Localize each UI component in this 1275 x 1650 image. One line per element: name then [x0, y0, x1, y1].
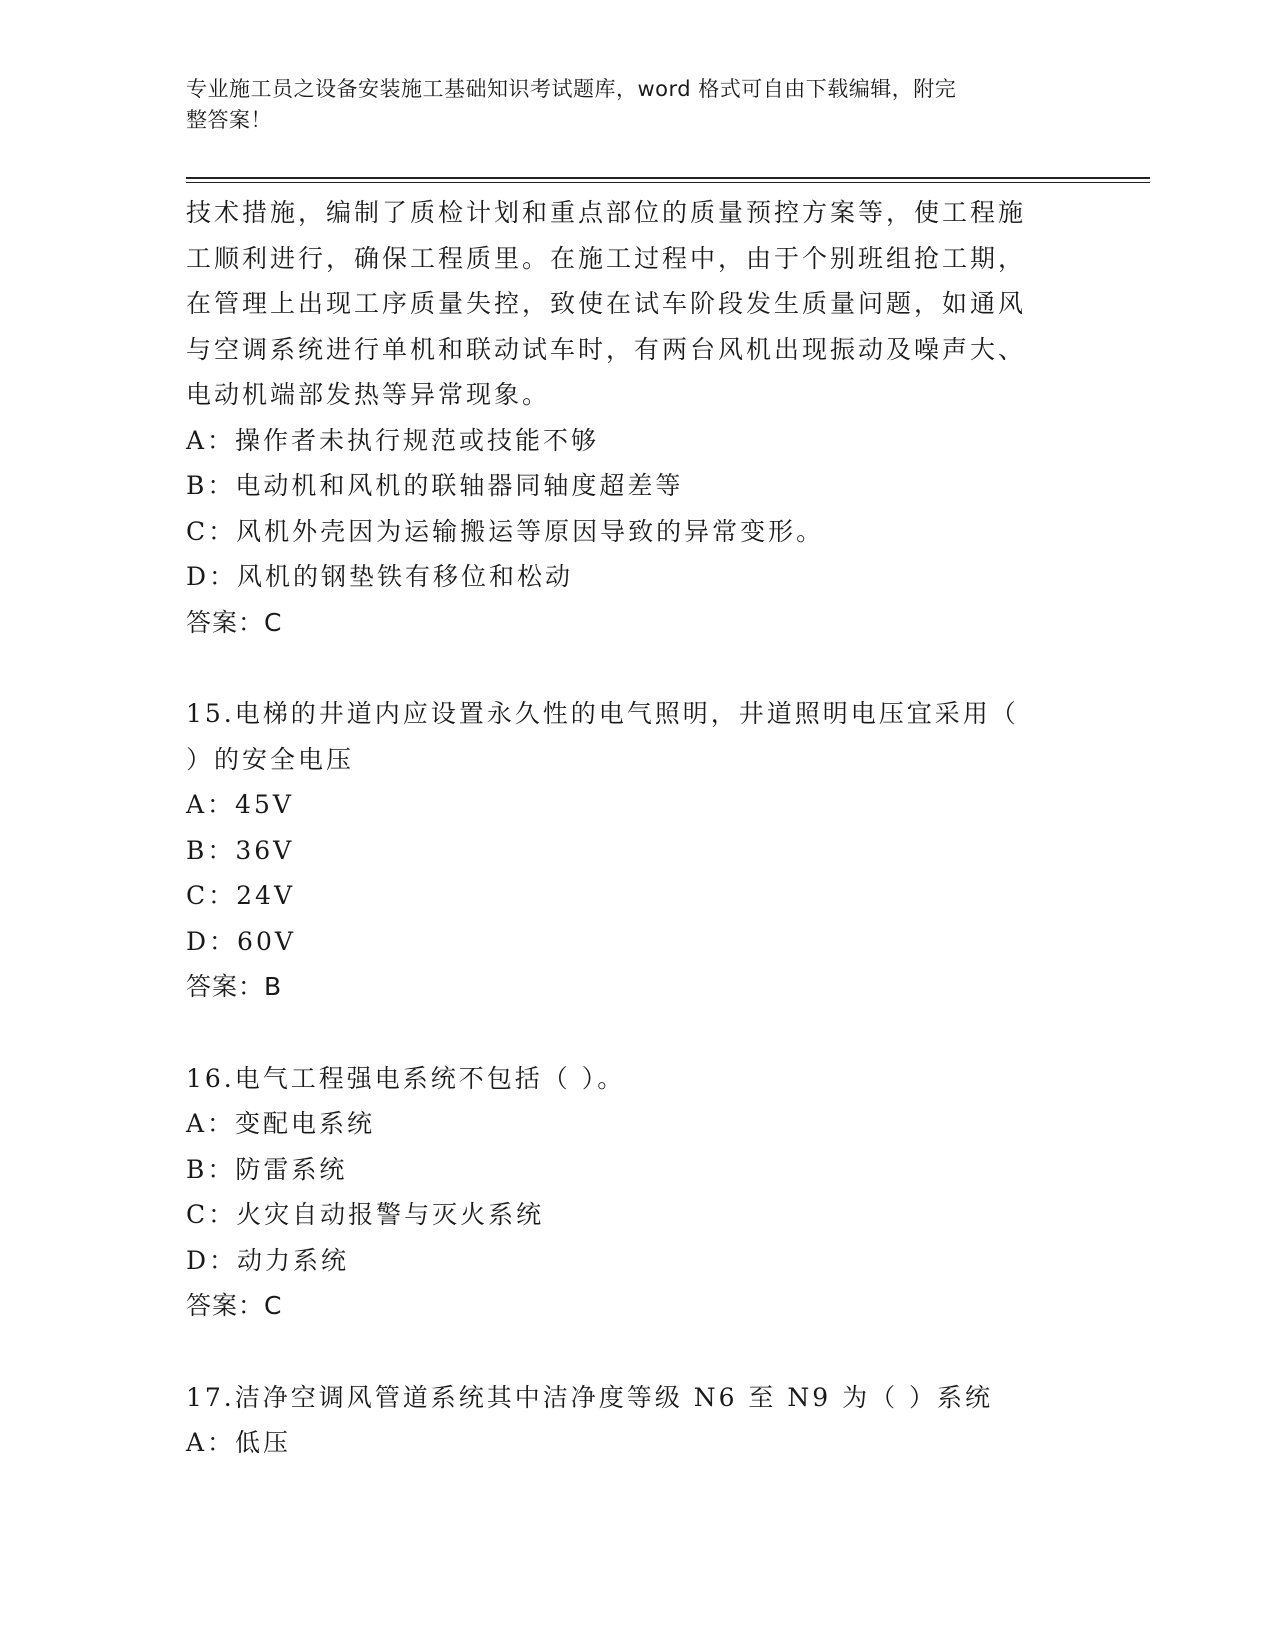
header-title-line-1: 专业施工员之设备安装施工基础知识考试题库，word 格式可自由下载编辑，附完: [186, 77, 957, 101]
option-b: B：36V: [186, 835, 295, 865]
option-a: A：操作者未执行规范或技能不够: [186, 425, 600, 455]
question-text-line: 16.电气工程强电系统不包括（ ）。: [186, 1063, 626, 1093]
option-d: D：风机的钢垫铁有移位和松动: [186, 562, 574, 591]
option-d: D：动力系统: [186, 1245, 350, 1275]
question-16: [186, 1056, 1086, 1329]
option-b: B：防雷系统: [186, 1154, 348, 1184]
answer-line: 答案：B: [186, 972, 283, 1001]
answer-line: 答案：C: [186, 1291, 283, 1320]
document-header: [186, 74, 1066, 136]
answer-line: 答案：C: [186, 607, 283, 637]
question-text-line: 工顺利进行，确保工程质里。在施工过程中，由于个别班组抢工期，: [186, 243, 1027, 273]
question-text-line: 17.洁净空调风管道系统其中洁净度等级 N6 至 N9 为（ ）系统: [186, 1382, 994, 1412]
question-text-line: 电动机端部发热等异常现象。: [186, 380, 551, 409]
header-title-line-2: 整答案！: [186, 108, 272, 132]
question-body: [186, 190, 1086, 1466]
header-divider-thin: [186, 182, 1150, 183]
option-c: C：火灾自动报警与灭火系统: [186, 1200, 545, 1229]
question-spacer: [186, 1010, 1086, 1056]
option-c: C：风机外壳因为运输搬运等原因导致的异常变形。: [186, 516, 825, 546]
question-text-line: 15.电梯的井道内应设置永久性的电气照明，井道照明电压宜采用（: [186, 699, 1019, 728]
question-14-continuation: [186, 190, 1086, 645]
question-text-line: ）的安全电压: [186, 744, 355, 774]
question-text-line: 与空调系统进行单机和联动试车时，有两台风机出现振动及噪声大、: [186, 334, 1027, 364]
question-spacer: [186, 645, 1086, 691]
question-15: [186, 691, 1086, 1010]
question-text-line: 在管理上出现工序质量失控，致使在试车阶段发生质量问题，如通风: [186, 289, 1027, 318]
question-17: [186, 1375, 1086, 1466]
option-b: B：电动机和风机的联轴器同轴度超差等: [186, 471, 684, 500]
option-c: C：24V: [186, 881, 295, 910]
header-divider-thick: [186, 177, 1150, 179]
option-d: D：60V: [186, 926, 296, 956]
question-spacer: [186, 1329, 1086, 1375]
option-a: A：变配电系统: [186, 1109, 376, 1138]
option-a: A：45V: [186, 790, 294, 819]
question-text-line: 技术措施，编制了质检计划和重点部位的质量预控方案等，使工程施: [186, 198, 1027, 227]
option-a: A：低压: [186, 1428, 292, 1457]
